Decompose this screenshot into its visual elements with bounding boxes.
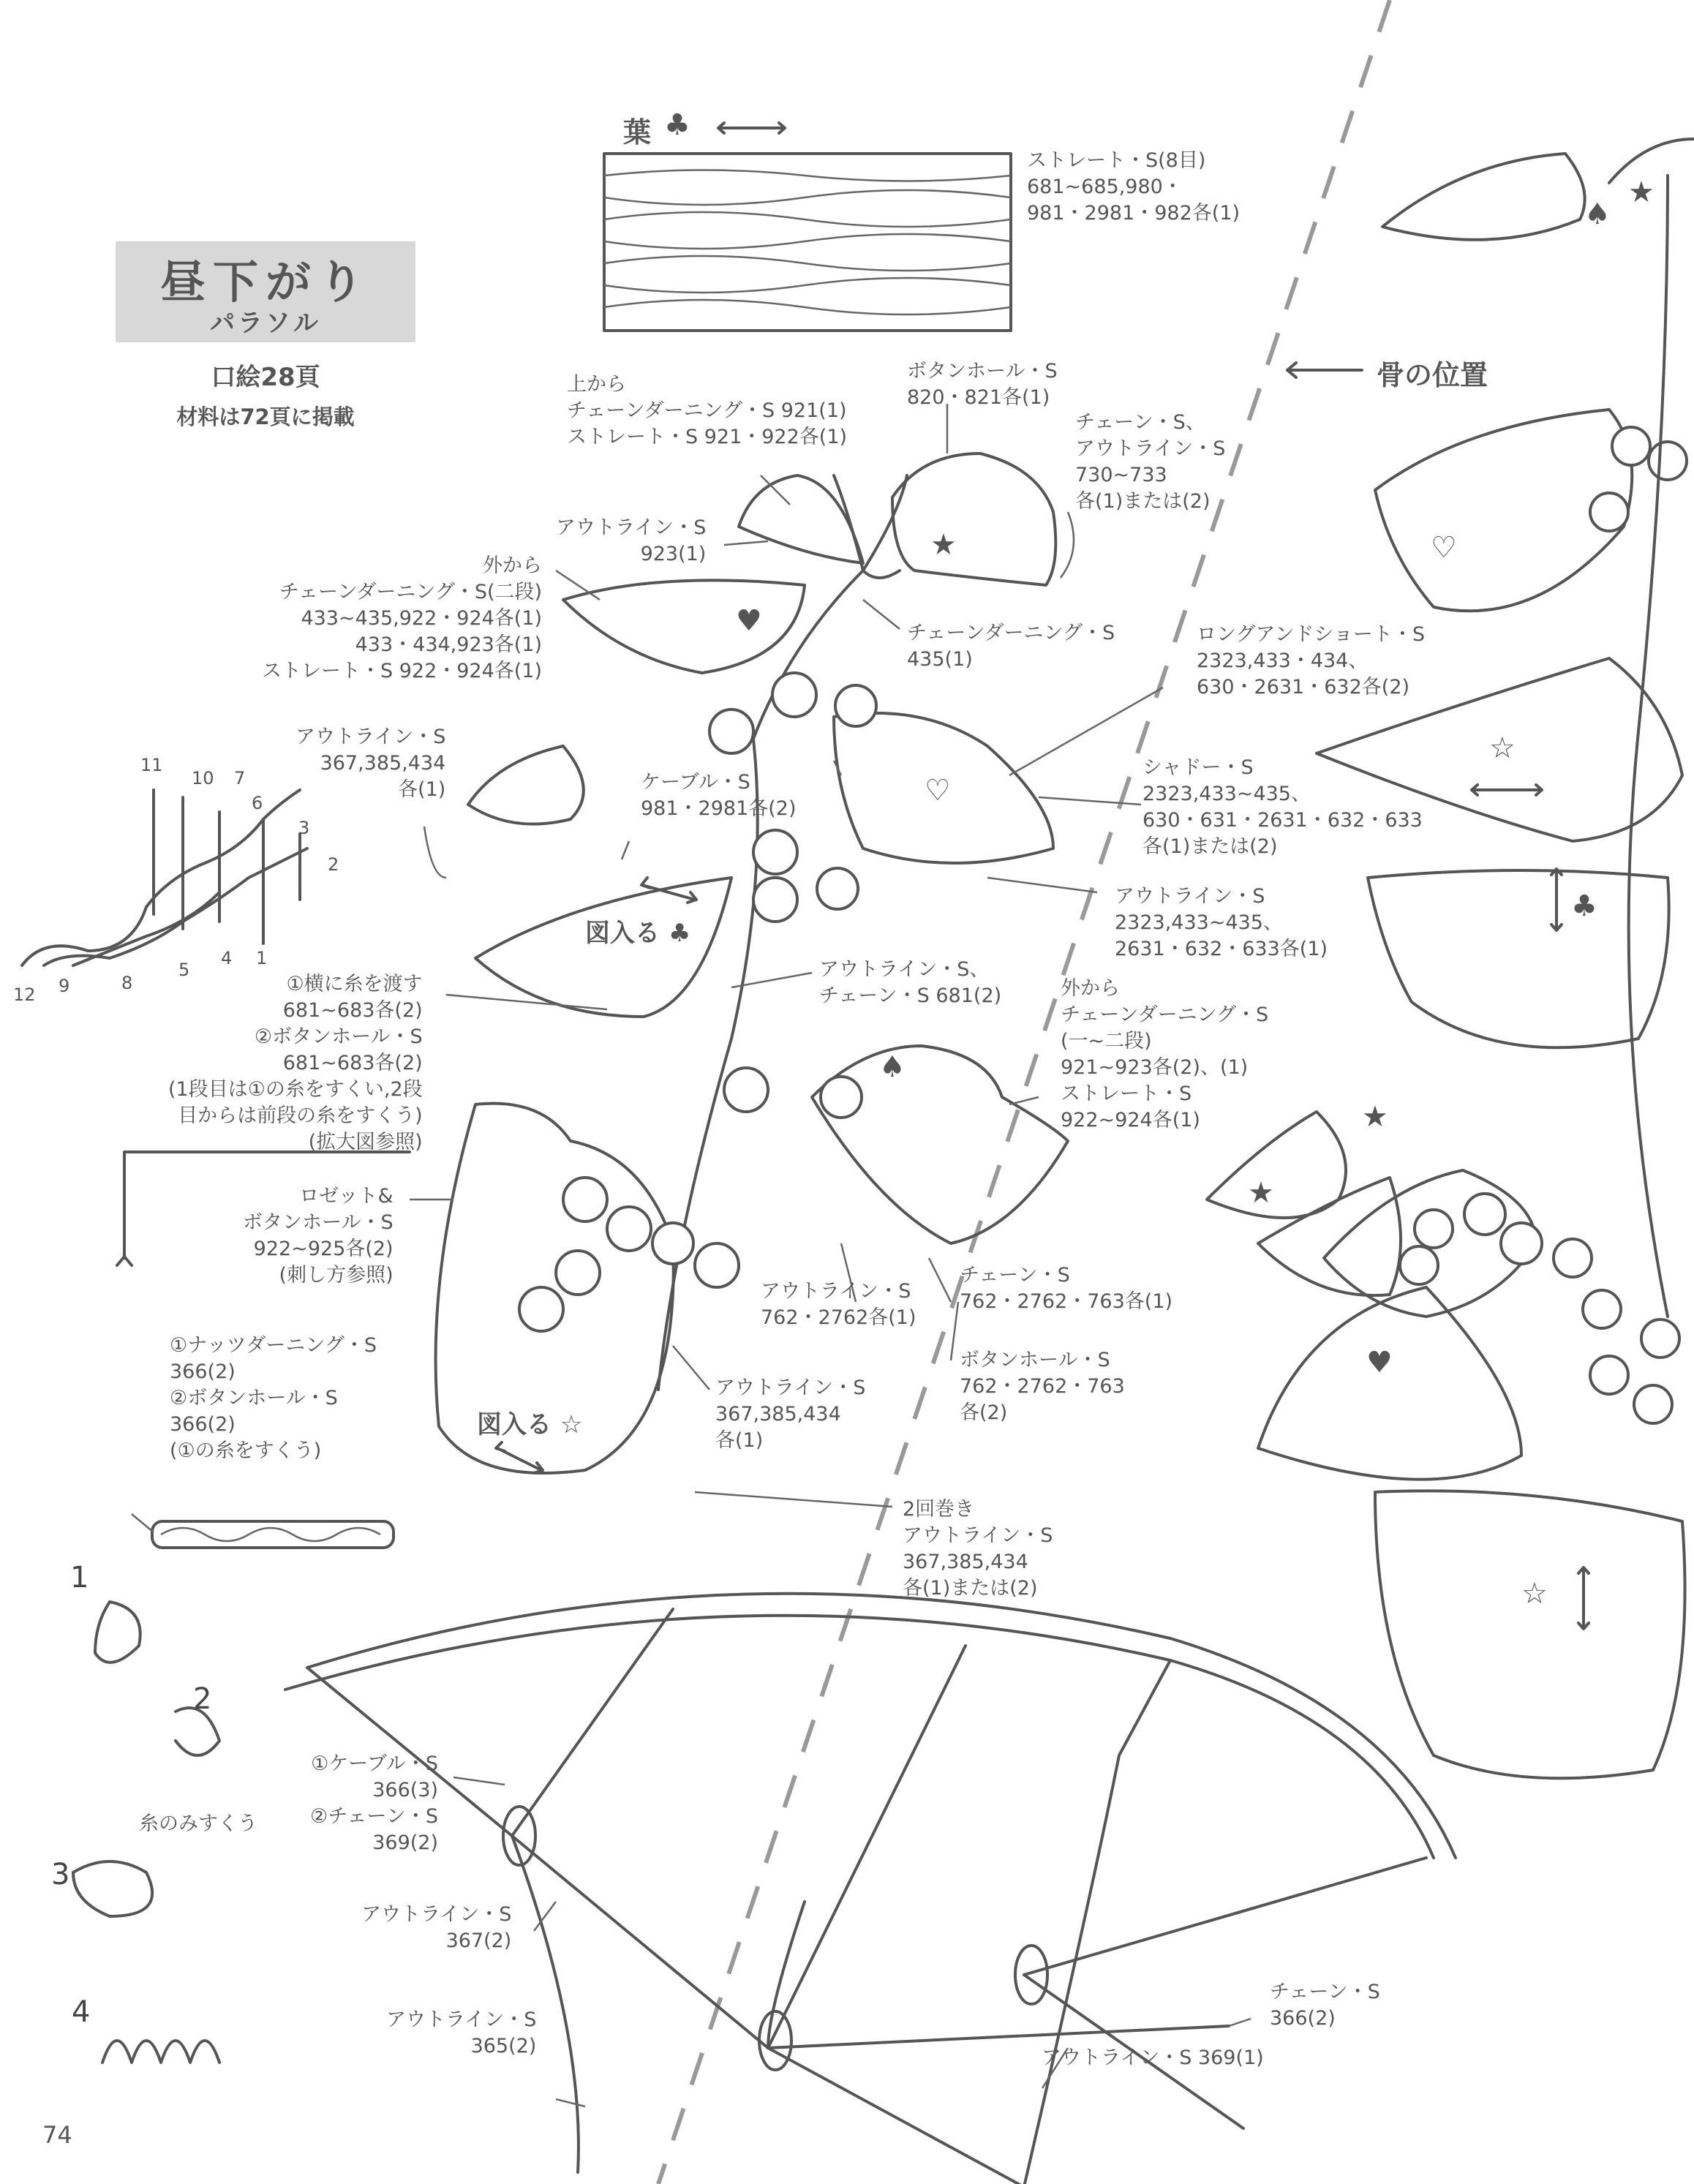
parasol [285, 1594, 1456, 2184]
label-chain-darning-2: 外から チェーンダーニング・S(二段) 433~435,922・924各(1) 433・434,923各(1) ストレート・S 922・924各(1) [262, 554, 543, 682]
figure-star-label: 図入る ☆ [477, 1410, 583, 1439]
weave-number: 9 [59, 976, 70, 996]
label-cable: ケーブル・S 981・2981各(2) [641, 771, 797, 820]
weave-number: 5 [178, 960, 190, 980]
buttonhole-strip [152, 1521, 394, 1548]
label-top-left: 上から チェーンダーニング・S 921(1) ストレート・S 921・922各(1) [567, 373, 848, 448]
top-flower [739, 453, 1055, 585]
weave-number: 1 [256, 948, 268, 968]
label-outline-369: アウトライン・S 369(1) [1042, 2046, 1264, 2069]
heart-outline-icon: ♡ [925, 774, 951, 807]
leaf-sample-swatch [604, 154, 1011, 331]
right-stem [1629, 176, 1668, 1317]
club-icon: ♣ [664, 108, 690, 142]
label-outline-923: アウトライン・S 923(1) [556, 516, 707, 565]
weave-number: 6 [252, 793, 263, 813]
weave-number: 3 [298, 818, 310, 838]
label-outline-367: アウトライン・S 367,385,434 各(1) [295, 726, 446, 801]
star-icon: ★ [1362, 1100, 1388, 1134]
leaf-sample-title: 葉 [623, 116, 652, 148]
step-3-number: 3 [51, 1858, 70, 1891]
weave-number: 7 [234, 768, 246, 788]
label-long-short: ロングアンドショート・S 2323,433・434、 630・2631・632各(2) [1197, 623, 1425, 698]
step-2-number: 2 [193, 1682, 212, 1716]
materials-ref: 材料は72頁に掲載 [176, 404, 355, 429]
label-nuts-darning: ①ナッツダーニング・S 366(2) ②ボタンホール・S 366(2) (①の糸をすくう) [170, 1334, 377, 1462]
label-cable-366: ①ケーブル・S 366(3) ②チェーン・S 369(2) [310, 1752, 438, 1854]
spade-icon: ♠ [1584, 197, 1611, 231]
step-1-number: 1 [70, 1561, 89, 1594]
label-outline-367-b: アウトライン・S 367,385,434 各(1) [715, 1377, 866, 1452]
star-icon: ★ [1628, 176, 1655, 209]
label-buttonhole-top: ボタンホール・S 820・821各(1) [907, 360, 1058, 409]
leaf-sample-label: ストレート・S(8目) 681~685,980・ 981・2981・982各(1) [1027, 149, 1241, 225]
page-title: 昼下がり [159, 255, 371, 309]
step-4-number: 4 [72, 1995, 91, 2029]
star-outline-icon: ☆ [1489, 731, 1516, 765]
heart-icon: ♥ [736, 604, 762, 638]
spade-icon: ♠ [879, 1050, 906, 1084]
label-chain-762: チェーン・S 762・2762・763各(1) [960, 1264, 1173, 1313]
star-outline-icon: ☆ [1521, 1577, 1548, 1611]
label-chain-darning-outer: 外から チェーンダーニング・S (一~二段) 921~923各(2)、(1) ストレート・S 922~924各(1) [1061, 977, 1269, 1131]
weave-number: 4 [221, 948, 233, 968]
label-chain-366: チェーン・S 366(2) [1270, 1981, 1380, 2030]
weave-number: 10 [192, 768, 214, 788]
weave-number: 12 [13, 984, 36, 1005]
central-leaves [436, 580, 1068, 1473]
right-berries [1400, 427, 1687, 1423]
label-chain-darning-435: チェーンダーニング・S 435(1) [907, 622, 1115, 671]
label-double-outline: 2回巻き アウトライン・S 367,385,434 各(1)または(2) [903, 1498, 1053, 1600]
label-outline-762: アウトライン・S 762・2762各(1) [761, 1280, 916, 1329]
heart-outline-icon: ♡ [1431, 531, 1457, 565]
label-thread-only: 糸のみすくう [139, 1812, 257, 1835]
star-icon: ★ [1248, 1176, 1274, 1210]
label-shadow: シャドー・S 2323,433~435、 630・631・2631・632・633 各(1)または(2) [1142, 756, 1423, 858]
weave-number: 11 [140, 755, 163, 775]
frontispiece-ref: 口絵28頁 [211, 363, 320, 392]
club-icon: ♣ [1571, 889, 1597, 923]
weave-number: 8 [121, 973, 133, 993]
label-buttonhole-762: ボタンホール・S 762・2762・763 各(2) [960, 1349, 1125, 1424]
label-outline-367-c: アウトライン・S 367(2) [361, 1903, 512, 1952]
label-outline-2323: アウトライン・S 2323,433~435、 2631・632・633各(1) [1115, 885, 1328, 960]
figure-club-label: 図入る ♣ [585, 919, 691, 948]
label-rosette: ロゼット& ボタンホール・S 922~925各(2) (刺し方参照) [243, 1185, 394, 1287]
label-chain-outline: チェーン・S、 アウトライン・S 730~733 各(1)または(2) [1075, 411, 1226, 513]
label-outline-chain-681: アウトライン・S、 チェーン・S 681(2) [819, 958, 1002, 1007]
star-icon: ★ [930, 528, 957, 562]
weave-number: 2 [328, 854, 339, 875]
page-number: 74 [42, 2121, 72, 2149]
heart-icon: ♥ [1366, 1346, 1393, 1379]
page-subtitle: パラソル [210, 309, 321, 338]
stems [658, 475, 907, 1390]
label-horizontal-thread: ①横に糸を渡す 681~683各(2) ②ボタンホール・S 681~683各(2) (1段目は①の糸をすくい,2段 目からは前段の糸をすくう) (拡大図参照) [168, 973, 423, 1153]
label-outline-365: アウトライン・S 365(2) [386, 2008, 537, 2057]
bone-position-label: 骨の位置 [1377, 359, 1488, 391]
